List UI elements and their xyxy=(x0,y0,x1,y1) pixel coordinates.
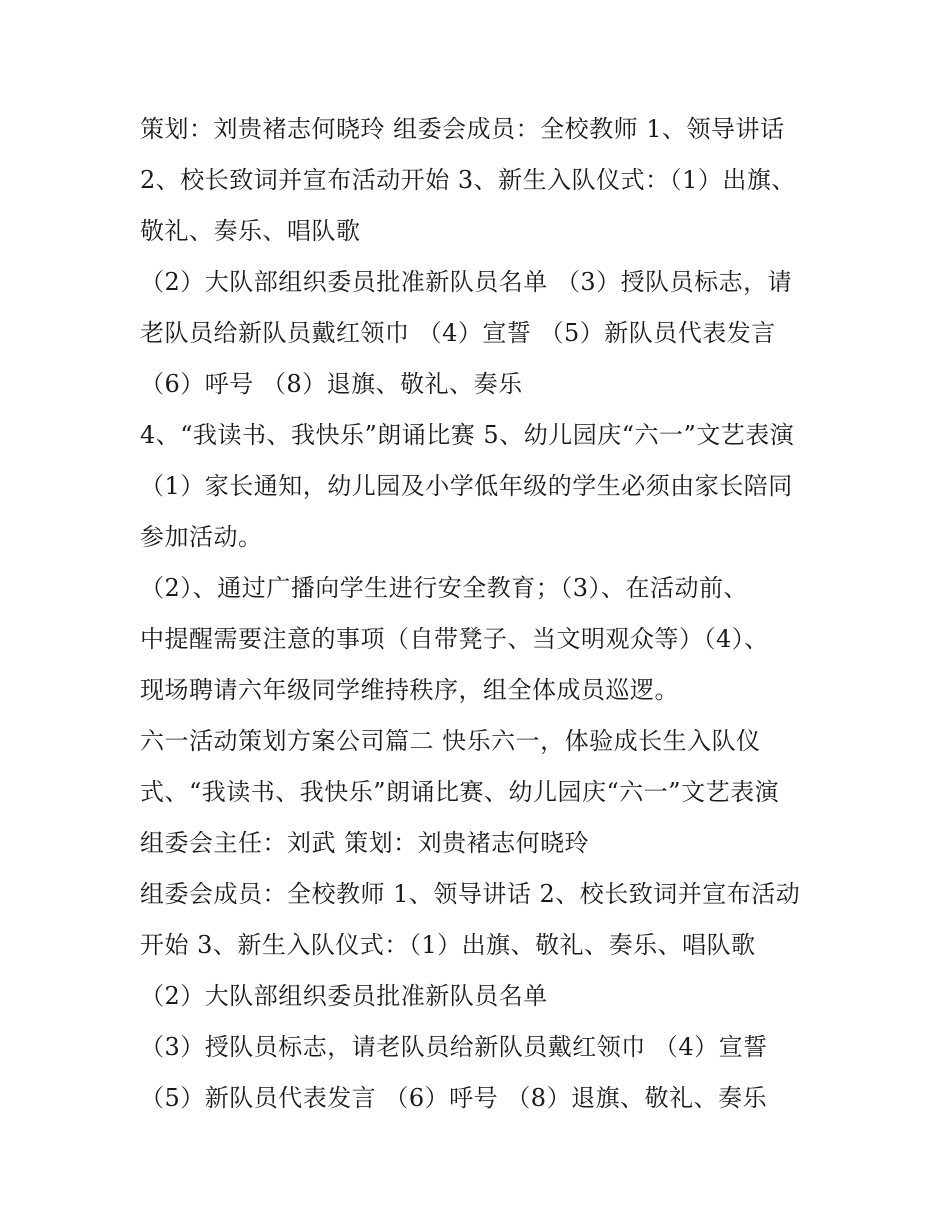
text-line: （5）新队员代表发言 （6）呼号 （8）退旗、敬礼、奏乐 xyxy=(140,1084,768,1112)
text-line: （2）、通过广播向学生进行安全教育；（3）、在活动前、 xyxy=(140,574,749,602)
text-line: 现场聘请六年级同学维持秩序，组全体成员巡逻。 xyxy=(140,676,679,704)
text-line: （6）呼号 （8）退旗、敬礼、奏乐 xyxy=(140,370,523,398)
text-line: （3）授队员标志，请老队员给新队员戴红领巾 （4）宣誓 xyxy=(140,1033,768,1061)
text-line: （1）家长通知，幼儿园及小学低年级的学生必须由家长陪同 xyxy=(140,472,793,500)
text-line: 4、“我读书、我快乐”朗诵比赛 5、幼儿园庆“六一”文艺表演 xyxy=(140,421,795,449)
text-line: 六一活动策划方案公司篇二 快乐六一，体验成长生入队仪 xyxy=(140,727,761,755)
text-line: 中提醒需要注意的事项（自带凳子、当文明观众等）（4）、 xyxy=(140,625,769,653)
text-line: 开始 3、新生入队仪式：（1）出旗、敬礼、奏乐、唱队歌 xyxy=(140,931,756,959)
text-line: 式、“我读书、我快乐”朗诵比赛、幼儿园庆“六一”文艺表演 xyxy=(140,778,780,806)
text-line: 组委会主任：刘武 策划：刘贵褚志何晓玲 xyxy=(140,829,590,857)
text-line: 敬礼、奏乐、唱队歌 xyxy=(140,217,361,245)
text-line: （2）大队部组织委员批准新队员名单 xyxy=(140,982,548,1010)
text-line: 2、校长致词并宣布活动开始 3、新生入队仪式：（1）出旗、 xyxy=(140,166,796,194)
text-line: 老队员给新队员戴红领巾 （4）宣誓 （5）新队员代表发言 xyxy=(140,319,776,347)
text-line: 组委会成员：全校教师 1、领导讲话 2、校长致词并宣布活动 xyxy=(140,880,801,908)
text-line: 策划：刘贵褚志何晓玲 组委会成员：全校教师 1、领导讲话 xyxy=(140,115,785,143)
text-line: 参加活动。 xyxy=(140,523,263,551)
text-line: （2）大队部组织委员批准新队员名单 （3）授队员标志，请 xyxy=(140,268,793,296)
